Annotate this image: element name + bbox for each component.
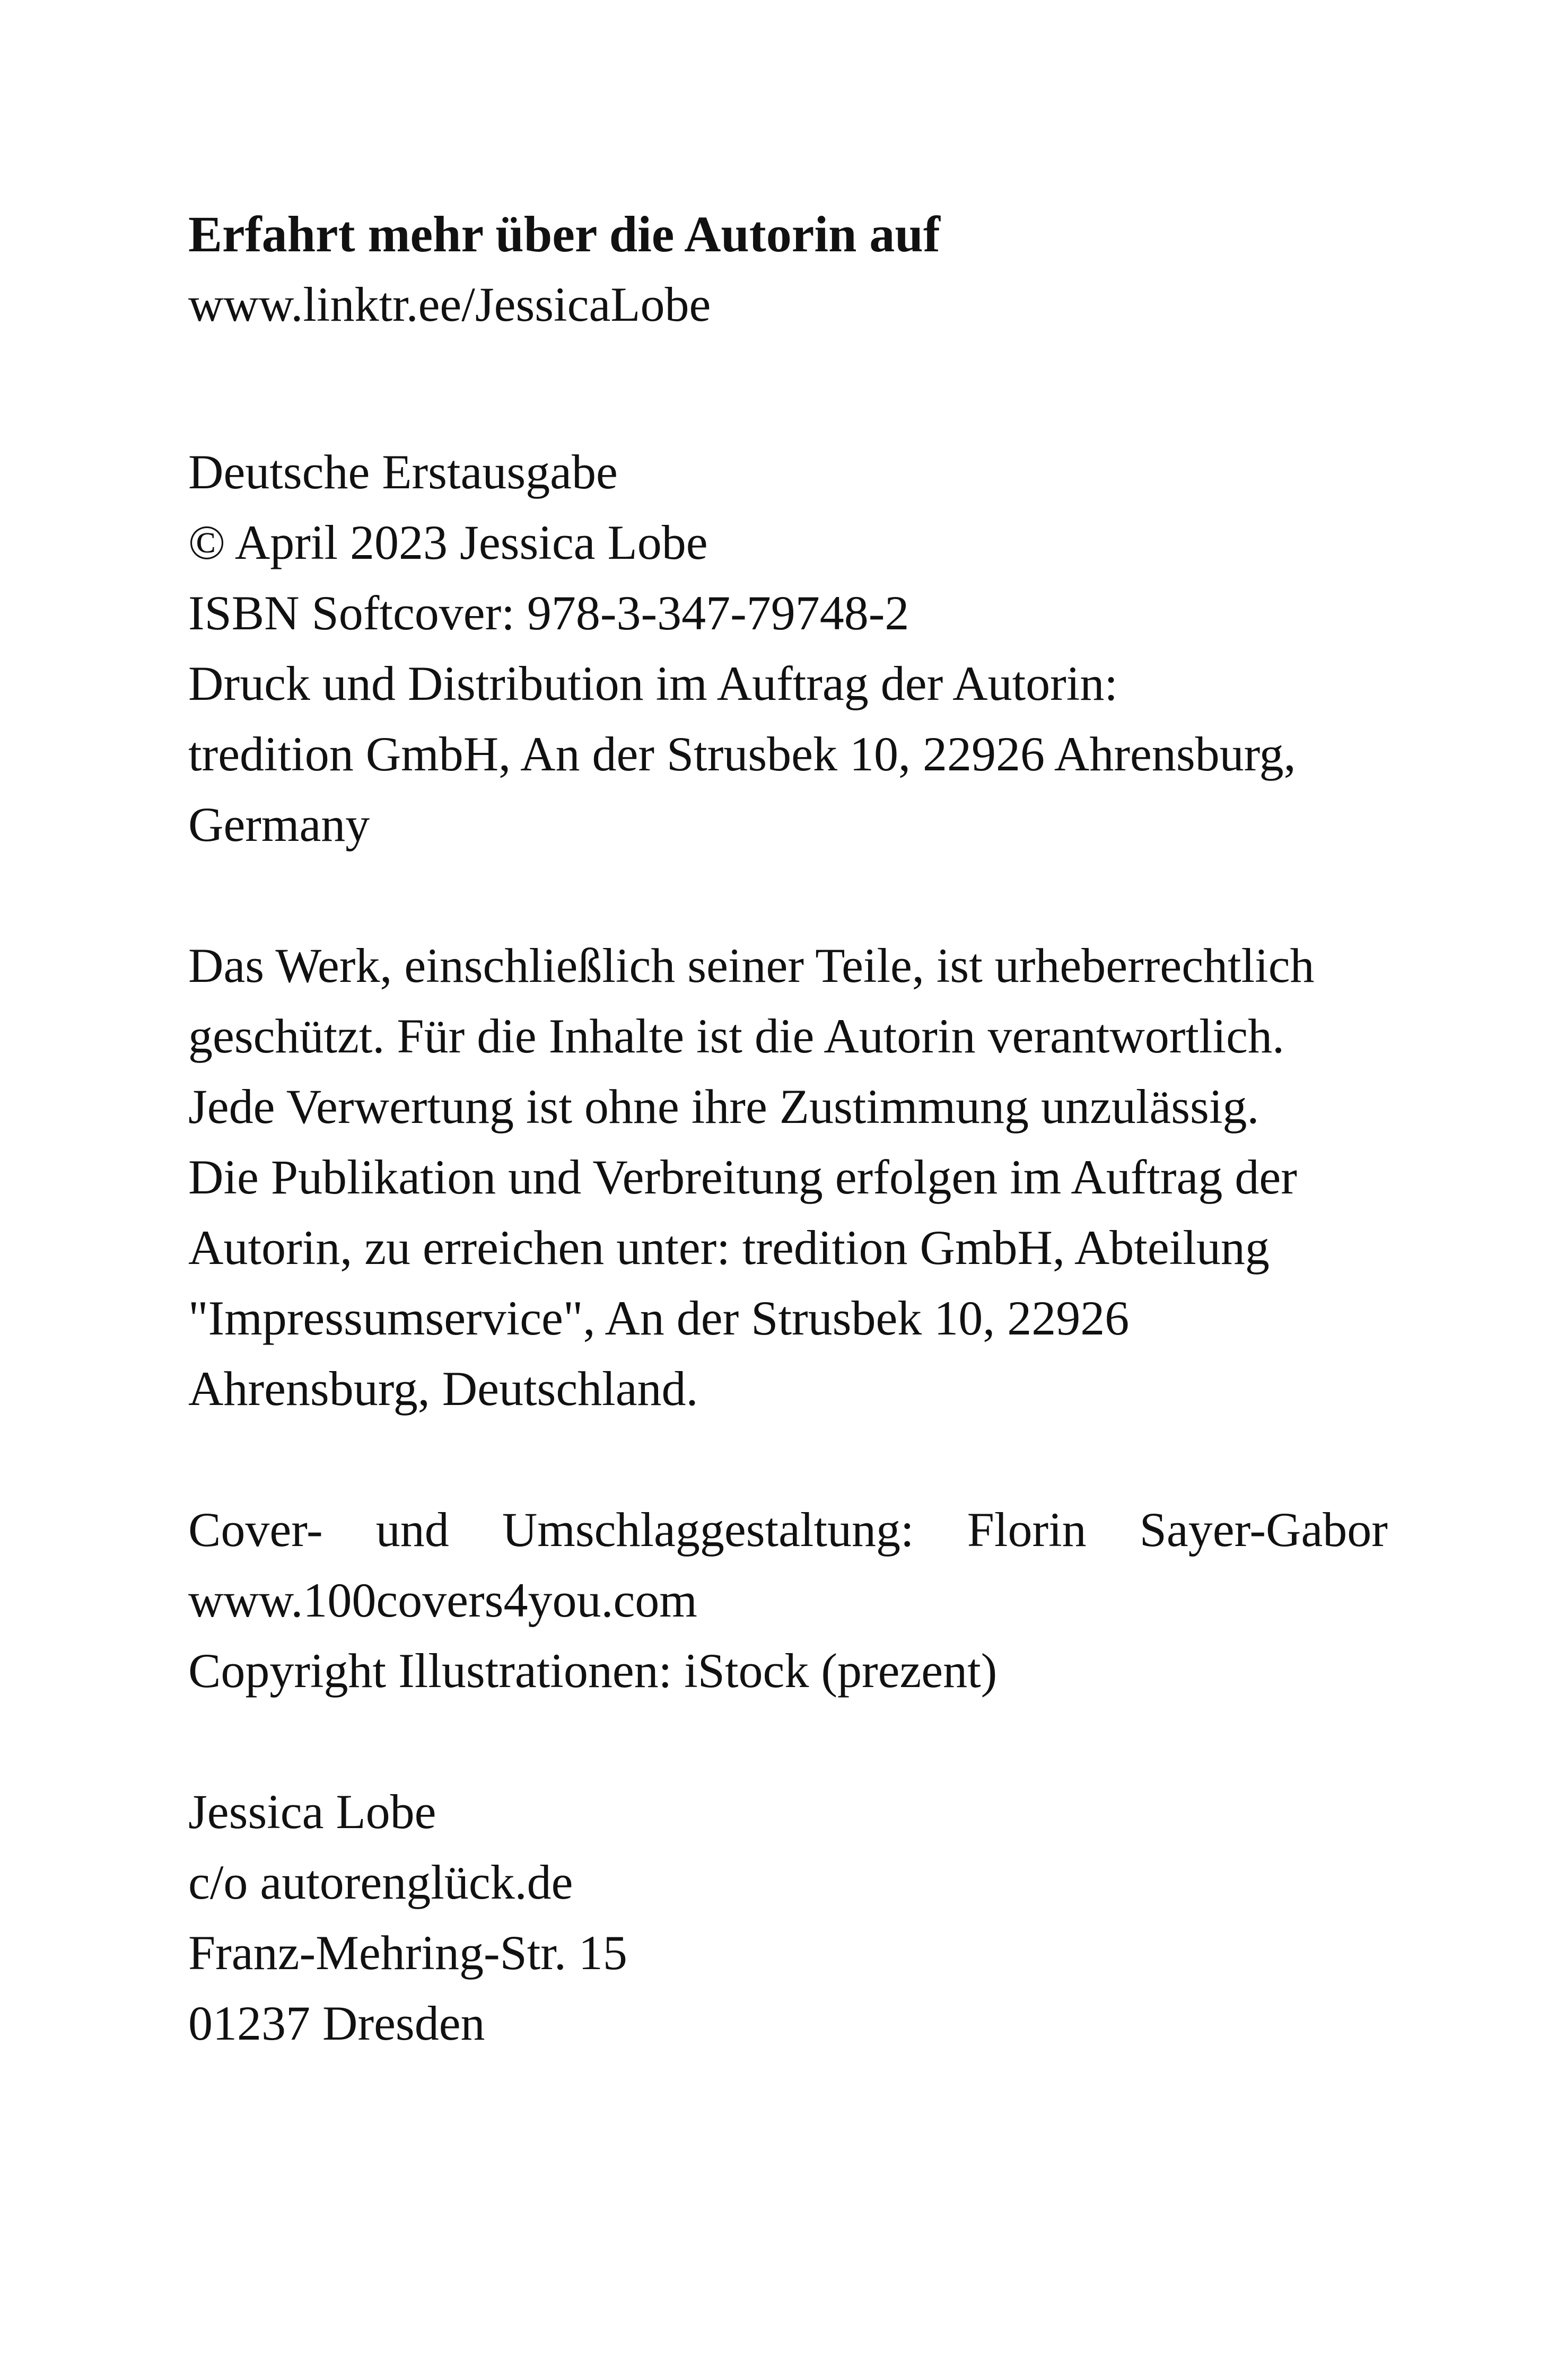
- publisher-country-line: Germany: [188, 797, 370, 851]
- credit-word: Cover-: [188, 1503, 323, 1557]
- credit-word: Umschlaggestaltung:: [502, 1503, 914, 1557]
- contact-name: Jessica Lobe: [188, 1785, 436, 1839]
- contact-city: 01237 Dresden: [188, 1996, 485, 2050]
- contact-street: Franz-Mehring-Str. 15: [188, 1926, 627, 1980]
- imprint-content: [188, 199, 1388, 2059]
- illustration-copyright: Copyright Illustrationen: iStock (prezent): [188, 1644, 998, 1698]
- isbn-line: ISBN Softcover: 978-3-347-79748-2: [188, 586, 909, 640]
- credit-word: Florin: [967, 1503, 1087, 1557]
- distribution-line: Druck und Distribution im Auftrag der Autorin:: [188, 656, 1118, 710]
- author-info-heading: [188, 199, 1388, 340]
- contact-care-of: c/o autorenglück.de: [188, 1855, 573, 1909]
- author-contact: [188, 1777, 1388, 2059]
- author-info-title: Erfahrt mehr über die Autorin auf: [188, 206, 940, 262]
- cover-designer-url[interactable]: www.100covers4you.com: [188, 1573, 697, 1627]
- copyright-line: © April 2023 Jessica Lobe: [188, 515, 708, 569]
- credit-word: Sayer-Gabor: [1139, 1503, 1388, 1557]
- cover-design-credit: [188, 1495, 1388, 1565]
- edition-line: Deutsche Erstausgabe: [188, 445, 618, 499]
- notice-line: Jede Verwertung ist ohne ihre Zustimmung unzulässig.: [188, 1079, 1259, 1134]
- edition-info: [188, 437, 1388, 860]
- notice-line: Das Werk, einschließlich seiner Teile, ist urheberrechtlich: [188, 938, 1315, 993]
- publisher-address-line: tredition GmbH, An der Strusbek 10, 22926 Ahrensburg,: [188, 727, 1296, 781]
- copyright-notice: [188, 930, 1388, 1424]
- author-link-url[interactable]: www.linktr.ee/JessicaLobe: [188, 277, 711, 331]
- notice-line: Ahrensburg, Deutschland.: [188, 1362, 698, 1416]
- notice-line: geschützt. Für die Inhalte ist die Autorin verantwortlich.: [188, 1009, 1284, 1063]
- notice-line: Die Publikation und Verbreitung erfolgen im Auftrag der: [188, 1150, 1297, 1204]
- cover-credits: [188, 1495, 1388, 1706]
- credit-word: und: [375, 1503, 449, 1557]
- notice-line: "Impressumservice", An der Strusbek 10, 22926: [188, 1291, 1130, 1345]
- notice-line: Autorin, zu erreichen unter: tredition GmbH, Abteilung: [188, 1220, 1270, 1275]
